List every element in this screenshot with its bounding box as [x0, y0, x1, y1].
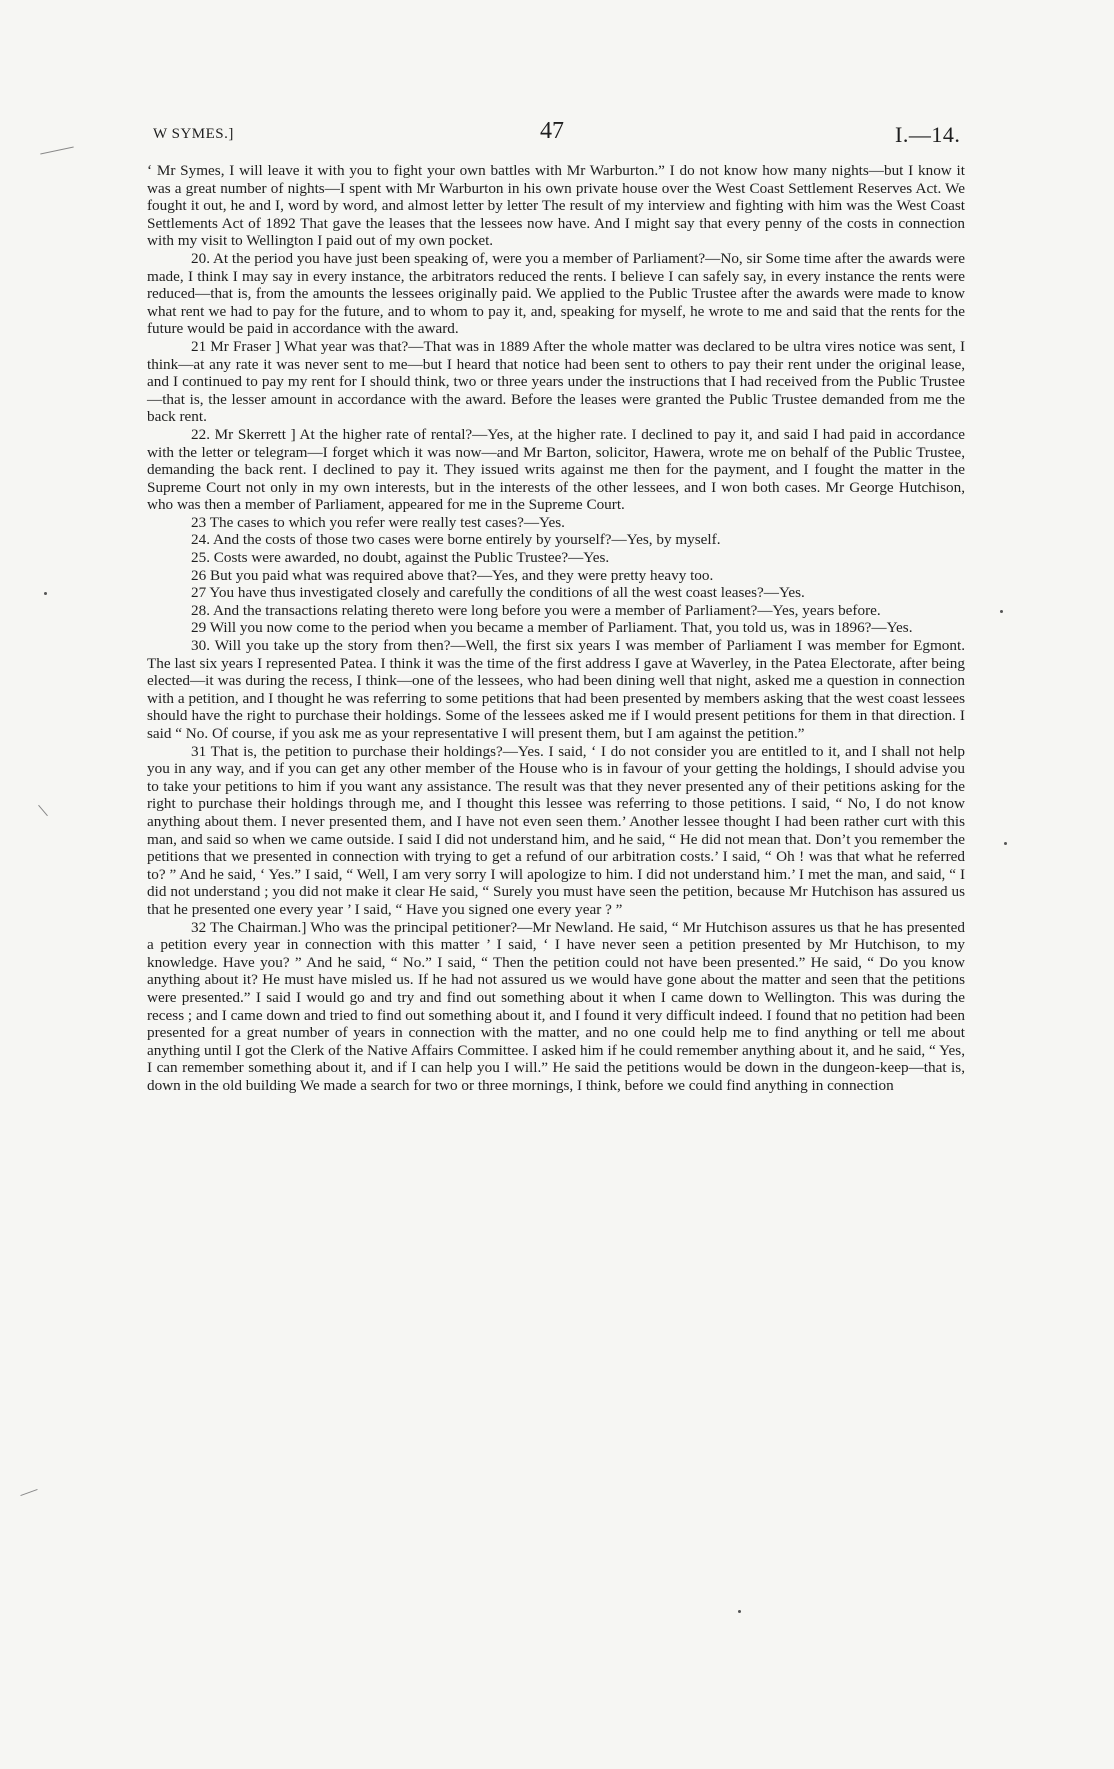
paragraph-32: 32 The Chairman.] Who was the principal petitioner?—Mr Newland. He said, “ Mr Hutchison assures us that he has presented a petition every year in connection with this matter ’ I said, ‘ I have never seen a petition presented by Mr Hutchison, to my knowledge. Have you? ” And he said, “ No.” I said, “ Then the petition could not have been presented.” He said, “ Do you know anything about it? He must have misled us. If he had not assured us we would have gone about the matter and seen that the petitions were presented.” I said I would go and try and find out something about it when I came down to Wellington. This was during the recess ; and I came down and tried to find out something about it, and I found it very difficult indeed. I found that no petition had been presented for a great number of years in connection with the matter, and no one could help me to find anything or tell me about anything until I got the Clerk of the Native Affairs Committee. I asked him if he could remember anything about it, and he said, “ Yes, I can remember something about it, and if I can help you I will.” He said the petitions would be down in the dungeon-keep—that is, down in the old building We made a search for two or three mornings, I think, before we could find anything in connection [147, 918, 965, 1094]
scan-mark [20, 1489, 37, 1496]
paragraph-27: 27 You have thus investigated closely and carefully the conditions of all the west coast leases?—Yes. [191, 584, 805, 602]
paragraph-28: 28. And the transactions relating thereto were long before you were a member of Parliament?—Yes, years before. [191, 601, 881, 619]
paragraph-26: 26 But you paid what was required above that?—Yes, and they were pretty heavy too. [191, 566, 714, 584]
document-reference: I.—14. [895, 122, 961, 147]
paragraph-30: 30. Will you take up the story from then?—Well, the first six years I was member of Parliament I was member for Egmont. The last six years I represented Patea. I think it was the time of the first address I gave at Waverley, in the Patea Electorate, after being elected—it was during the recess, I think—one of the lessees, who had been dining well that night, asked me a question in connection with a petition, and I thought he was referring to some petitions that had been presented by members asking that the west coast lessees should have the right to purchase their holdings. Some of the lessees asked me if I would present petitions for them in that direction. I said “ No. Of course, if you ask me as your representative I will present them, but I am against the petition.” [147, 637, 965, 742]
paragraph-31: 31 That is, the petition to purchase their holdings?—Yes. I said, ‘ I do not consider you are entitled to it, and I shall not help you in any way, and if you can get any other member of the House who is in favour of your getting the holdings, I should advise you to take your petitions to him if you want any assistance. The result was that they never presented any of their petitions asking for the right to purchase their holdings through me, and I thought this lessee was referring to those petitions. I said, “ No, I do not know anything about them. I never presented them, and I have not even seen them.’ Another lessee thought I had been rather curt with this man, and said so when we came outside. I said I did not understand him, and he said, “ He did not mean that. Don’t you remember the petitions that we presented in connection with trying to get a refund of our arbitration costs.’ I said, “ Oh ! was that what he referred to? ” And he said, ‘ Yes.” I said, “ Well, I am very sorry I will apologize to him. I did not understand him.’ I met the man, and said, “ I did not understand ; you did not make it clear He said, “ Surely you must have seen the petition, because Mr Hutchison has assured us that he presented one every year ’ I said, “ Have you signed one every year ? ” [147, 742, 965, 918]
document-body [147, 162, 965, 1094]
paragraph-24: 24. And the costs of those two cases were borne entirely by yourself?—Yes, by myself. [191, 531, 721, 549]
paragraph-23: 23 The cases to which you refer were really test cases?—Yes. [191, 513, 565, 531]
scan-speck [1000, 610, 1003, 613]
scan-speck [44, 592, 47, 595]
scan-speck [738, 1610, 741, 1613]
paragraph-20: 20. At the period you have just been speaking of, were you a member of Parliament?—No, sir Some time after the awards were made, I think I may say in every instance, the arbitrators reduced the rents. I believe I can safely say, in every instance the rents were reduced—that is, from the amounts the lessees originally paid. We applied to the Public Trustee after the awards were made to know what rent we had to pay for the future, and to whom to pay it, and, speaking for myself, he wrote to me and said that the rents for the future would be paid in accordance with the award. [147, 249, 965, 338]
page-number: 47 [540, 118, 564, 144]
paragraph-21: 21 Mr Fraser ] What year was that?—That was in 1889 After the whole matter was declared to be ultra vires notice was sent, I think—at any rate it was never sent to me—but I heard that notice had been sent to others to pay their rent under the original lease, and I continued to pay my rent for I should think, two or three years under the instructions that I had received from the Public Trustee—that is, the lesser amount in accordance with the award. Before the leases were granted the Public Trustee demanded from me the back rent. [147, 337, 965, 426]
paragraph-25: 25. Costs were awarded, no doubt, against the Public Trustee?—Yes. [191, 549, 610, 567]
page-header [0, 118, 1114, 154]
scan-mark [38, 805, 48, 816]
witness-name: W SYMES.] [153, 126, 234, 142]
scan-speck [1004, 842, 1007, 845]
paragraph-22: 22. Mr Skerrett ] At the higher rate of rental?—Yes, at the higher rate. I declined to pay it, and said I had paid in accordance with the letter or telegram—I forget which it was now—and Mr Barton, solicitor, Hawera, wrote me on behalf of the Public Trustee, demanding the back rent. I declined to pay it. They issued writs against me then for the payment, and I fought the matter in the Supreme Court not only in my own interests, but in the interests of the other lessees, and I won both cases. Mr George Hutchison, who was then a member of Parliament, appeared for me in the Supreme Court. [147, 425, 965, 514]
paragraph-continued: ‘ Mr Symes, I will leave it with you to fight your own battles with Mr Warburton.” I do not know how many nights—but I know it was a great number of nights—I spent with Mr Warburton in his own private house over the West Coast Settlement Reserves Act. We fought it out, he and I, word by word, and almost letter by letter The result of my interview and fighting with him was the West Coast Settlements Act of 1892 That gave the leases that the lessees now have. And I might say that every penny of the costs in connection with my visit to Wellington I paid out of my own pocket. [147, 162, 965, 250]
paragraph-29: 29 Will you now come to the period when you became a member of Parliament. That, you told us, was in 1896?—Yes. [191, 619, 913, 637]
